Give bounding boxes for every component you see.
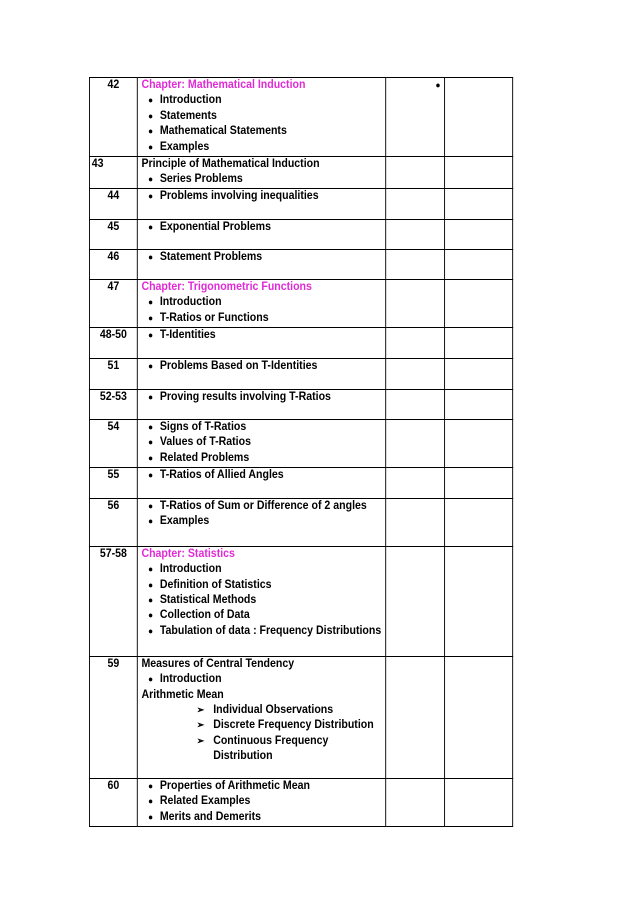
bullet-dot-icon: ● xyxy=(148,579,154,590)
bullet-item xyxy=(141,468,381,483)
topic-text: Examples xyxy=(159,515,210,528)
empty-cell xyxy=(445,546,513,656)
bullet-dot-icon: ● xyxy=(148,190,154,201)
topic-text: Exponential Problems xyxy=(159,220,271,233)
bullet-dot-icon: ● xyxy=(148,780,154,791)
empty-cell xyxy=(445,358,513,389)
chapter-heading: Chapter: Statistics xyxy=(141,547,235,560)
empty-cell xyxy=(445,656,513,778)
lesson-number: 51 xyxy=(89,358,137,389)
bullet-item xyxy=(141,435,381,450)
topic-text: Statements xyxy=(159,109,217,122)
chapter-heading: Chapter: Mathematical Induction xyxy=(141,79,306,91)
topic-cell xyxy=(137,219,385,249)
table-row xyxy=(89,188,512,219)
bullet-item xyxy=(141,794,381,809)
empty-cell xyxy=(386,327,445,358)
bullet-item xyxy=(141,451,381,466)
lesson-number: 56 xyxy=(89,498,137,546)
topic-text: Discrete Frequency Distribution xyxy=(213,719,374,732)
arrowhead-bullet-icon: ➢ xyxy=(196,705,205,717)
topic-cell xyxy=(137,188,385,219)
lesson-number: 52-53 xyxy=(89,389,137,419)
bullet-dot-icon: ● xyxy=(148,221,154,232)
empty-cell xyxy=(386,467,445,498)
table-row xyxy=(89,249,512,279)
lesson-number: 57-58 xyxy=(89,546,137,656)
bullet-item xyxy=(141,140,381,155)
bullet-item xyxy=(141,779,381,794)
chapter-heading: Chapter: Trigonometric Functions xyxy=(141,280,312,293)
bullet-dot-icon: ● xyxy=(148,674,154,685)
topic-cell xyxy=(137,419,385,467)
bullet-item xyxy=(141,328,381,343)
empty-cell xyxy=(386,249,445,279)
bullet-dot-icon: ● xyxy=(148,312,154,323)
table-row xyxy=(89,778,512,826)
topic-text: Introduction xyxy=(159,94,222,107)
topic-cell xyxy=(137,327,385,358)
table-row xyxy=(89,389,512,419)
bullet-item xyxy=(141,593,381,608)
table-row xyxy=(89,279,512,327)
empty-cell xyxy=(445,498,513,546)
bullet-dot-icon: ● xyxy=(148,174,154,185)
empty-cell xyxy=(445,778,513,826)
topic-text: T-Identities xyxy=(159,328,216,341)
topic-cell xyxy=(137,546,385,656)
sub-bullet-item xyxy=(141,703,381,718)
lesson-number: 45 xyxy=(89,219,137,249)
topic-cell xyxy=(137,498,385,546)
topic-cell xyxy=(137,389,385,419)
bullet-item xyxy=(141,124,381,139)
empty-cell xyxy=(386,656,445,778)
bullet-dot-icon: ● xyxy=(148,516,154,527)
empty-cell xyxy=(445,157,513,189)
table-row xyxy=(89,157,512,189)
bullet-dot-icon: ● xyxy=(148,595,154,606)
table-row xyxy=(89,546,512,656)
empty-cell xyxy=(386,358,445,389)
topic-heading: Principle of Mathematical Induction xyxy=(141,158,320,170)
lesson-number: 54 xyxy=(89,419,137,467)
empty-cell xyxy=(445,419,513,467)
bullet-dot-icon: ● xyxy=(148,796,154,807)
topic-text: T-Ratios of Allied Angles xyxy=(159,468,284,481)
topic-text: Problems Based on T-Identities xyxy=(159,359,318,372)
bullet-item xyxy=(141,578,381,593)
topic-text: Introduction xyxy=(159,563,222,576)
bullet-item xyxy=(141,93,381,108)
bullet-item xyxy=(141,220,381,235)
bullet-dot-icon: ● xyxy=(148,811,154,822)
empty-cell xyxy=(386,188,445,219)
empty-cell xyxy=(386,778,445,826)
empty-cell xyxy=(445,78,513,157)
topic-text: Mathematical Statements xyxy=(159,125,287,138)
bullet-item xyxy=(141,311,381,326)
topic-text: Properties of Arithmetic Mean xyxy=(159,779,310,792)
lesson-number: 59 xyxy=(89,656,137,778)
bullet-item xyxy=(141,562,381,577)
bullet-dot-icon: ● xyxy=(148,564,154,575)
topic-cell xyxy=(137,157,385,189)
empty-cell xyxy=(445,327,513,358)
syllabus-table-body xyxy=(89,78,512,827)
empty-cell xyxy=(386,219,445,249)
syllabus-table xyxy=(89,77,513,827)
lesson-number: 46 xyxy=(89,249,137,279)
empty-cell xyxy=(386,546,445,656)
topic-text: Tabulation of data : Frequency Distributions xyxy=(159,624,382,637)
sub-bullet-item xyxy=(141,718,381,733)
arrowhead-bullet-icon: ➢ xyxy=(196,720,205,732)
topic-cell xyxy=(137,279,385,327)
bullet-dot-icon: ● xyxy=(148,329,154,340)
topic-text: Related Problems xyxy=(159,451,250,464)
bullet-item xyxy=(141,608,381,623)
topic-text: T-Ratios of Sum or Difference of 2 angles xyxy=(159,499,367,512)
topic-text: Related Examples xyxy=(159,795,251,808)
bullet-dot-icon: ● xyxy=(148,391,154,402)
bullet-item xyxy=(141,810,381,825)
bullet-item xyxy=(141,514,381,529)
bullet-item xyxy=(141,390,381,405)
topic-text: Values of T-Ratios xyxy=(159,436,251,449)
bullet-dot-icon: ● xyxy=(148,110,154,121)
topic-heading: Measures of Central Tendency xyxy=(141,657,295,670)
empty-cell xyxy=(386,279,445,327)
bullet-item xyxy=(141,250,381,265)
bullet-item xyxy=(141,672,381,687)
lesson-number: 43 xyxy=(89,157,137,189)
topic-text: Introduction xyxy=(159,673,222,686)
empty-cell xyxy=(445,467,513,498)
empty-cell xyxy=(445,188,513,219)
topic-cell xyxy=(137,467,385,498)
topic-cell xyxy=(137,249,385,279)
topic-cell xyxy=(137,778,385,826)
lesson-number: 60 xyxy=(89,778,137,826)
table-row xyxy=(89,467,512,498)
bullet-dot-icon: ● xyxy=(148,452,154,463)
topic-text: Continuous Frequency Distribution xyxy=(213,734,329,763)
topic-text: Proving results involving T-Ratios xyxy=(159,390,331,403)
bullet-dot-icon: ● xyxy=(148,141,154,152)
bullet-dot-icon: ● xyxy=(148,251,154,262)
topic-text: Statistical Methods xyxy=(159,594,257,607)
bullet-dot-icon: ● xyxy=(148,610,154,621)
bullet-dot-icon: ● xyxy=(435,80,441,90)
empty-cell xyxy=(386,419,445,467)
bullet-dot-icon: ● xyxy=(148,625,154,636)
bullet-dot-icon: ● xyxy=(148,421,154,432)
topic-text: Merits and Demerits xyxy=(159,810,261,823)
topic-text: Examples xyxy=(159,140,210,153)
bullet-dot-icon: ● xyxy=(148,297,154,308)
topic-heading: Arithmetic Mean xyxy=(141,688,224,701)
bullet-dot-icon: ● xyxy=(148,437,154,448)
table-row xyxy=(89,358,512,389)
topic-text: T-Ratios or Functions xyxy=(159,311,269,324)
topic-text: Definition of Statistics xyxy=(159,578,272,591)
bullet-item xyxy=(141,172,381,187)
bullet-item xyxy=(141,189,381,204)
empty-cell xyxy=(386,157,445,189)
empty-cell xyxy=(386,389,445,419)
bullet-item xyxy=(141,295,381,310)
empty-cell xyxy=(445,389,513,419)
lesson-number: 47 xyxy=(89,279,137,327)
empty-cell xyxy=(445,279,513,327)
bullet-item xyxy=(141,359,381,374)
empty-cell xyxy=(445,249,513,279)
topic-text: Signs of T-Ratios xyxy=(159,420,247,433)
table-row xyxy=(89,656,512,778)
topic-cell xyxy=(137,656,385,778)
topic-text: Collection of Data xyxy=(159,609,250,622)
lesson-number: 42 xyxy=(89,78,137,157)
table-row xyxy=(89,419,512,467)
empty-cell xyxy=(386,498,445,546)
topic-text: Statement Problems xyxy=(159,250,263,263)
table-row xyxy=(89,78,512,157)
table-row xyxy=(89,219,512,249)
topic-text: Problems involving inequalities xyxy=(159,189,319,202)
bullet-dot-icon: ● xyxy=(148,360,154,371)
lesson-number: 55 xyxy=(89,467,137,498)
bullet-item xyxy=(141,624,381,639)
sub-bullet-item xyxy=(141,734,381,765)
arrowhead-bullet-icon: ➢ xyxy=(196,735,205,747)
empty-cell xyxy=(386,78,445,157)
bullet-dot-icon: ● xyxy=(148,126,154,137)
topic-text: Individual Observations xyxy=(213,704,334,717)
bullet-dot-icon: ● xyxy=(148,469,154,480)
bullet-dot-icon: ● xyxy=(148,500,154,511)
lesson-number: 48-50 xyxy=(89,327,137,358)
empty-cell xyxy=(445,219,513,249)
topic-cell xyxy=(137,358,385,389)
bullet-item xyxy=(141,499,381,514)
topic-cell xyxy=(137,78,385,157)
bullet-item xyxy=(141,420,381,435)
bullet-dot-icon: ● xyxy=(148,95,154,106)
table-row xyxy=(89,498,512,546)
table-row xyxy=(89,327,512,358)
topic-text: Series Problems xyxy=(159,173,243,186)
topic-text: Introduction xyxy=(159,296,222,309)
lesson-number: 44 xyxy=(89,188,137,219)
bullet-item xyxy=(141,109,381,124)
